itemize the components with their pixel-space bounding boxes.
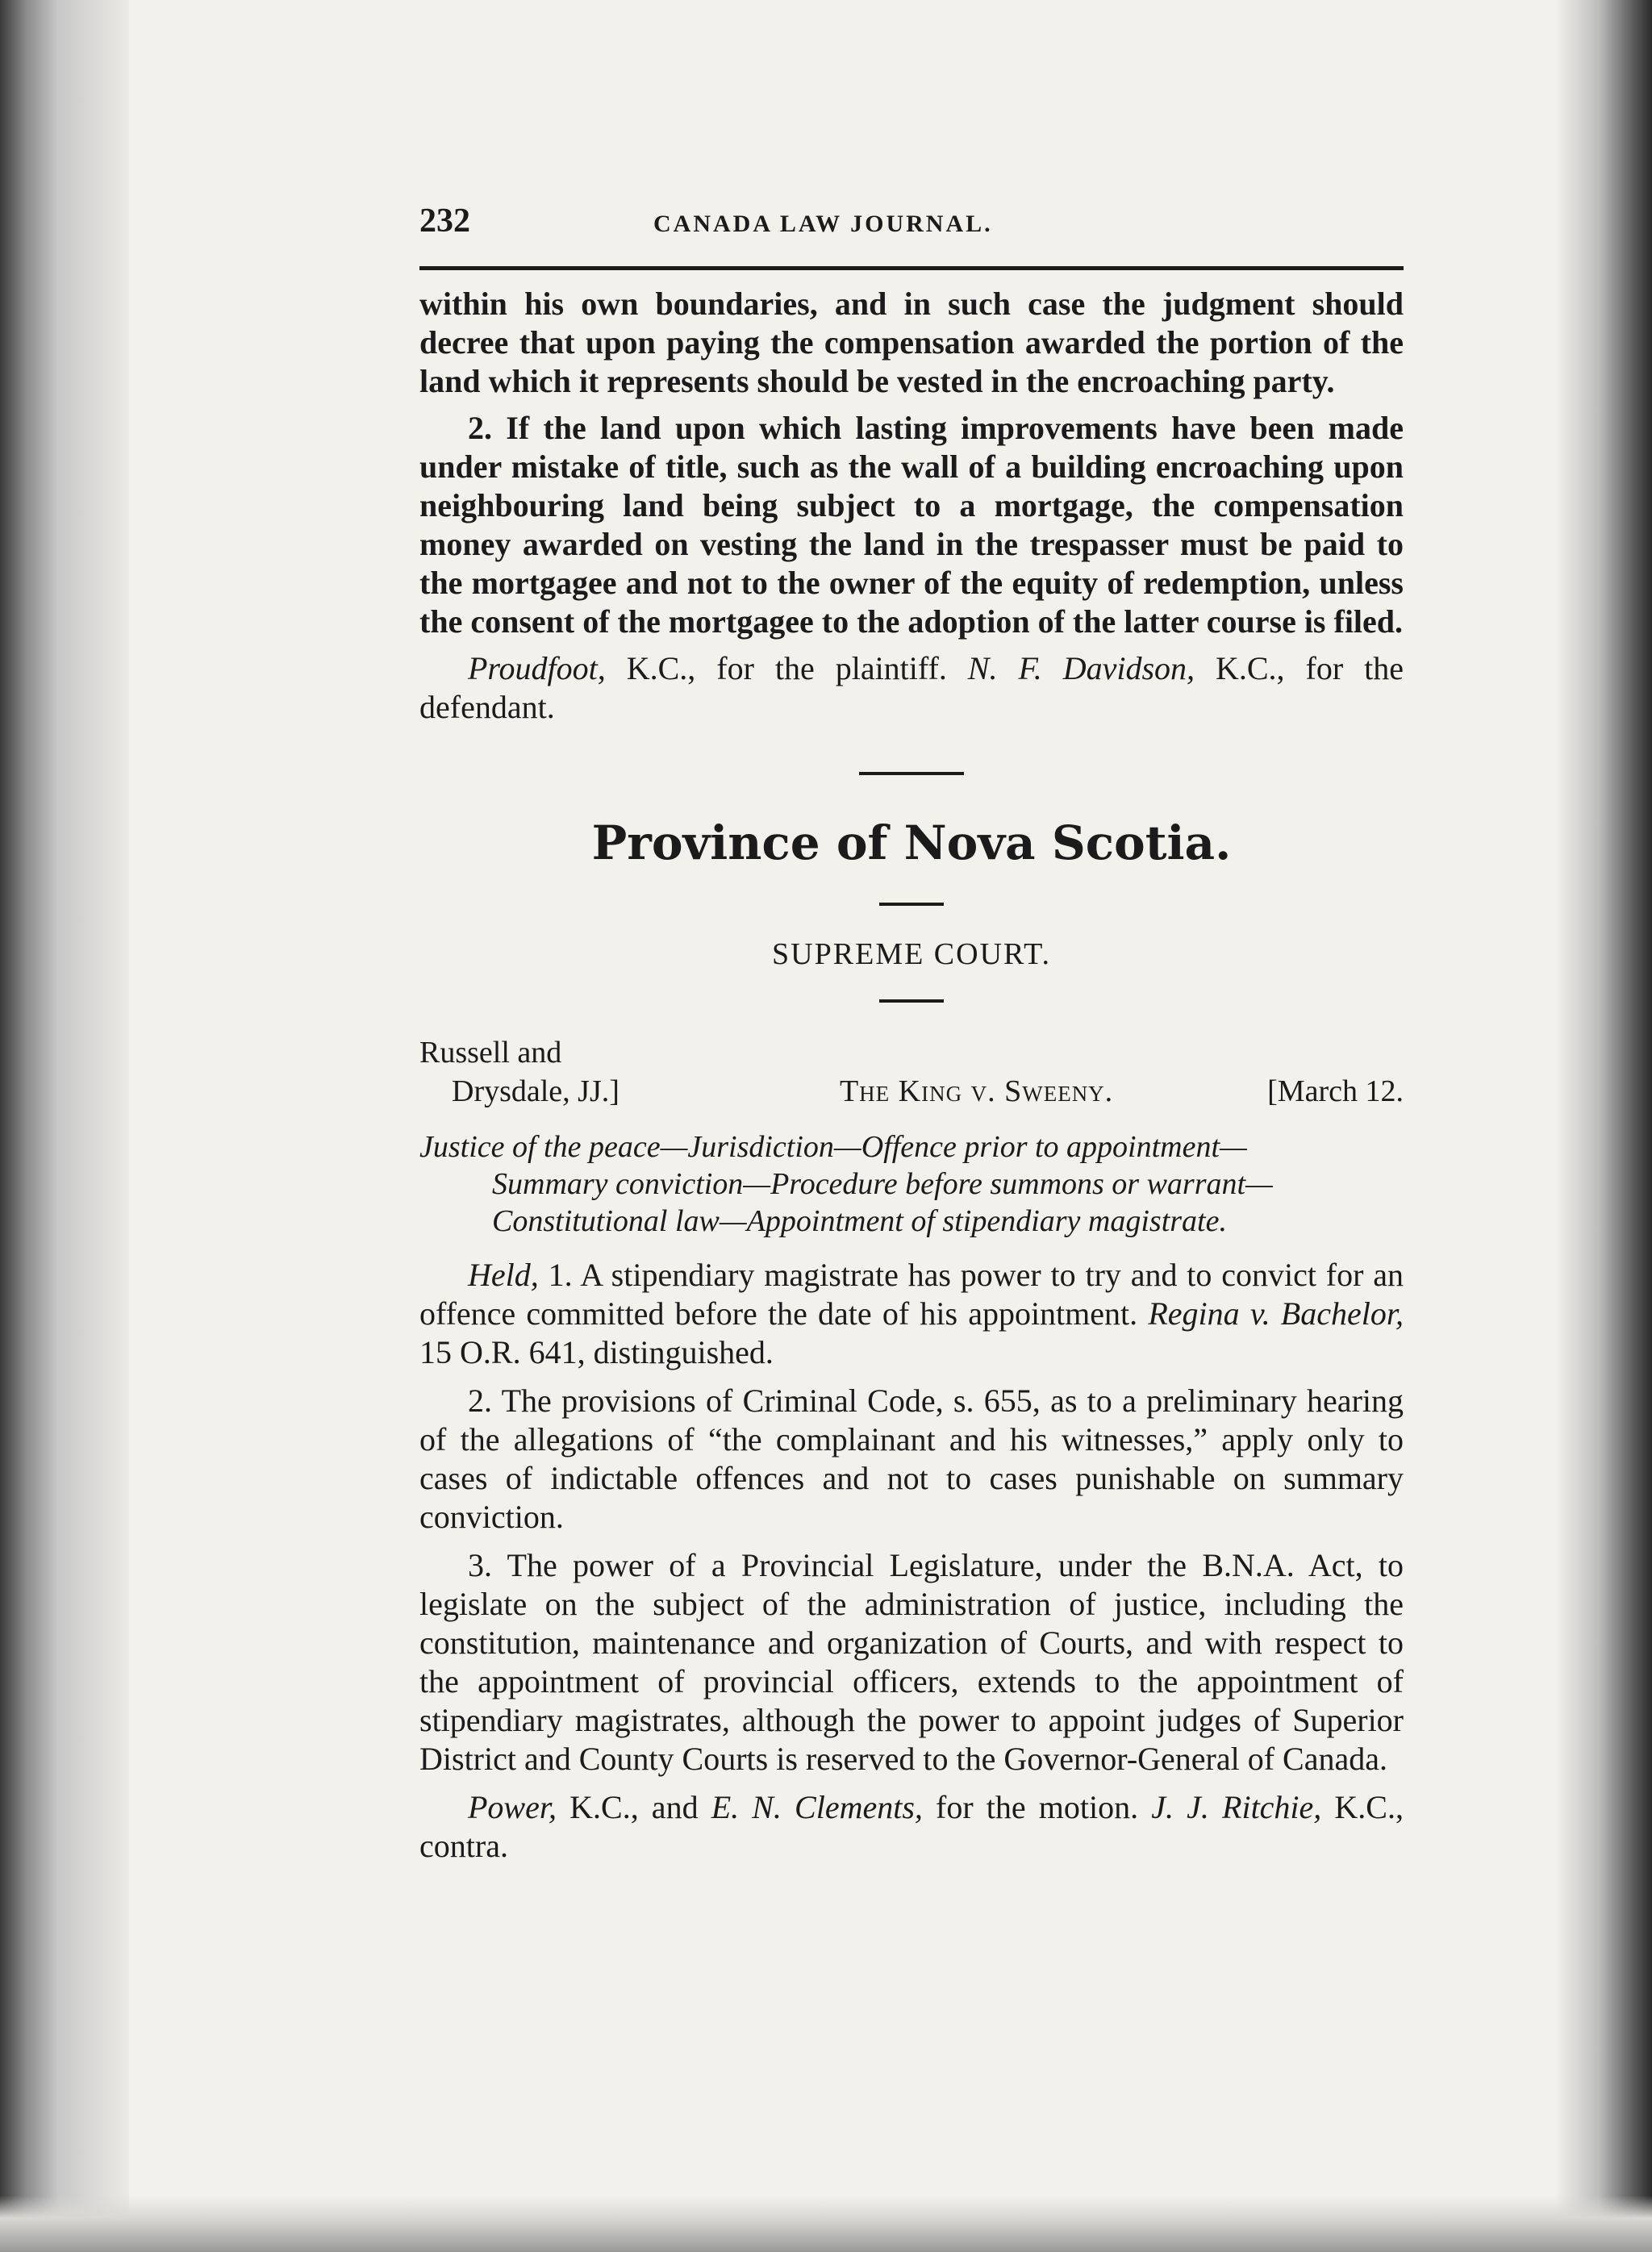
running-head: CANADA LAW JOURNAL. (653, 211, 993, 237)
judges: Russell and Drysdale, JJ.] (419, 1036, 620, 1108)
heading-divider (879, 903, 944, 906)
case-caption (419, 1033, 1404, 1111)
case-citation: Regina v. Bachelor, (1148, 1295, 1404, 1332)
counsel-line: Proudfoot, K.C., for the plaintiff. N. F. Davidson, K.C., for the defendant. (419, 650, 1404, 725)
counsel-name-2: N. F. Davidson, (967, 650, 1195, 686)
counsel-name-1: Proudfoot, (468, 650, 606, 686)
holdings (419, 1256, 1404, 1866)
headnote: Justice of the peace—Jurisdiction—Offence prior to appointment— Summary conviction—Procedure before summons or warrant— Constitutional law—Appointment of stipendiary magistrate. (419, 1130, 1273, 1238)
ontario-case-conclusion (419, 285, 1404, 641)
court-heading: SUPREME COURT. (772, 937, 1051, 971)
scan-edge-bottom (0, 2196, 1652, 2252)
holding-2: 2. The provisions of Criminal Code, s. 655, as to a preliminary hearing of the allegations of “the complainant and his witnesses,” apply only to cases of indictable offences and not to cases punishable on summary conviction. (419, 1382, 1404, 1535)
case-title: The King v. Sweeny. (839, 1074, 1114, 1108)
scan-edge-left (0, 0, 129, 2252)
court-divider (879, 999, 944, 1003)
province-heading: Province of Nova Scotia. (591, 815, 1232, 870)
paragraph-continuation: within his own boundaries, and in such case the judgment should decree that upon paying the compensation awarded the portion of the land which it represents should be vested in the encroaching party. (419, 286, 1404, 399)
page-header (419, 202, 1404, 270)
held-paragraph: Held, 1. A stipendiary magistrate has power to try and to convict for an offence committed before the date of his appointment. Regina v. Bachelor, 15 O.R. 641, distinguished. (419, 1257, 1404, 1370)
holding-3: 3. The power of a Provincial Legislature, under the B.N.A. Act, to legislate on the subject of the administration of justice, including the constitution, maintenance and organization of Courts, and with respect to the appointment of provincial officers, extends to the appointment of stipendiary magistrates, although the power to appoint judges of Superior District and County Courts is reserved to the Governor-General of Canada. (419, 1547, 1404, 1777)
page-number: 232 (419, 202, 470, 240)
scan-edge-right (1555, 0, 1652, 2252)
case-date: [March 12. (1267, 1074, 1404, 1108)
counsel-line-2: Power, K.C., and E. N. Clements, for the motion. J. J. Ritchie, K.C., contra. (419, 1789, 1404, 1864)
section-divider (859, 772, 964, 775)
paragraph-2-mortgage: 2. If the land upon which lasting improvements have been made under mistake of title, such as the wall of a building encroaching upon neighbouring land being subject to a mortgage, the compensation money awarded on vesting the land in the trespasser must be paid to the mortgagee and not to the owner of the equity of redemption, unless the consent of the mortgagee to the adoption of the latter course is filed. (419, 410, 1404, 640)
journal-page (419, 202, 1404, 1866)
